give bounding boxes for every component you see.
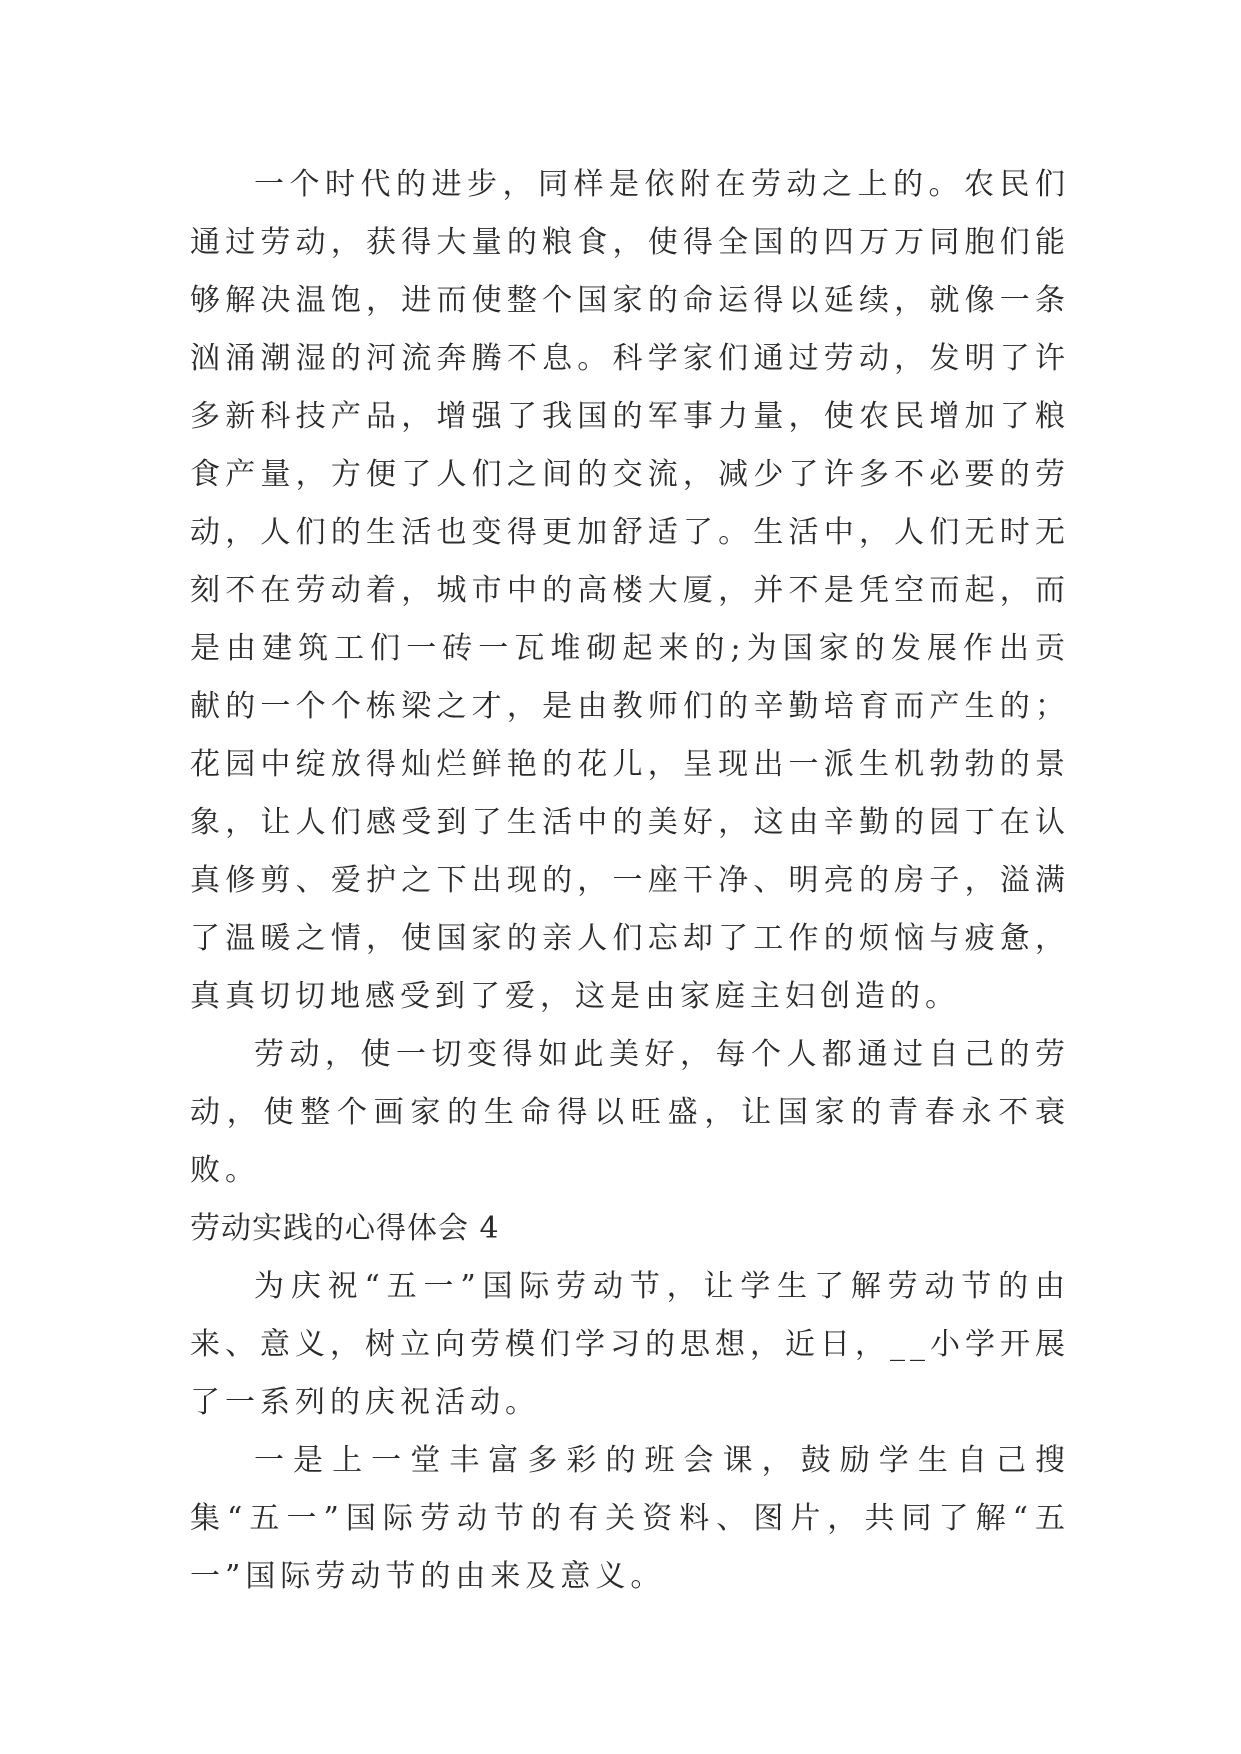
document-body — [190, 156, 1070, 1606]
body-paragraph: 一是上一堂丰富多彩的班会课，鼓励学生自己搜集“五一”国际劳动节的有关资料、图片，共同了解“五一”国际劳动节的由来及意义。 — [190, 1443, 1070, 1594]
section-heading: 劳动实践的心得体会 4 — [190, 1211, 500, 1246]
body-paragraph: 为庆祝“五一”国际劳动节，让学生了解劳动节的由来、意义，树立向劳模们学习的思想，近日，__小学开展了一系列的庆祝活动。 — [190, 1269, 1070, 1420]
body-paragraph: 一个时代的进步，同样是依附在劳动之上的。农民们通过劳动，获得大量的粮食，使得全国的四万万同胞们能够解决温饱，进而使整个国家的命运得以延续，就像一条汹涌潮湿的河流奔腾不息。科学家们通过劳动，发明了许多新科技产品，增强了我国的军事力量，使农民增加了粮食产量，方便了人们之间的交流，减少了许多不必要的劳动，人们的生活也变得更加舒适了。生活中，人们无时无刻不在劳动着，城市中的高楼大厦，并不是凭空而起，而是由建筑工们一砖一瓦堆砌起来的;为国家的发展作出贡献的一个个栋梁之才，是由教师们的辛勤培育而产生的；花园中绽放得灿烂鲜艳的花儿，呈现出一派生机勃勃的景象，让人们感受到了生活中的美好，这由辛勤的园丁在认真修剪、爱护之下出现的，一座干净、明亮的房子，溢满了温暖之情，使国家的亲人们忘却了工作的烦恼与疲惫，真真切切地感受到了爱，这是由家庭主妇创造的。 — [190, 167, 1070, 1014]
body-paragraph: 劳动，使一切变得如此美好，每个人都通过自己的劳动，使整个画家的生命得以旺盛，让国家的青春永不衰败。 — [190, 1037, 1070, 1188]
